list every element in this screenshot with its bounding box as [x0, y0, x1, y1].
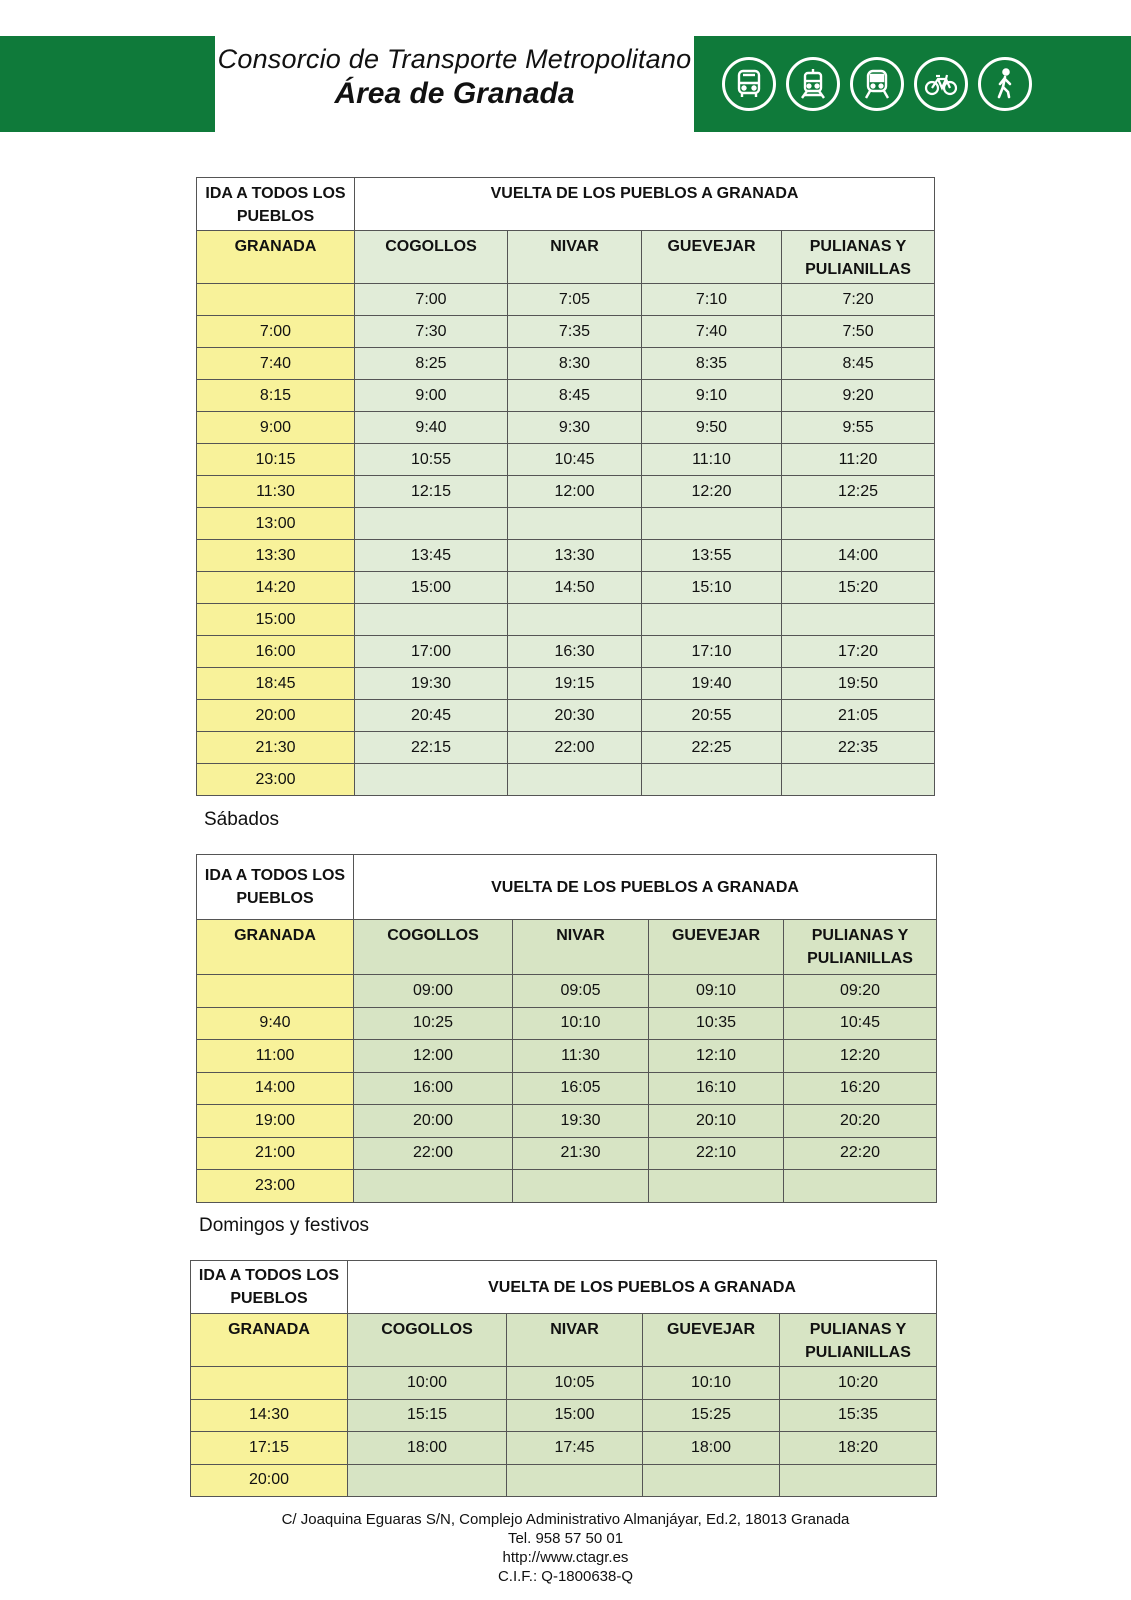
return-time-cell: 13:30: [508, 540, 642, 572]
column-header: NIVAR: [508, 231, 642, 284]
return-time-cell: 9:40: [355, 412, 508, 444]
granada-departure-cell: 15:00: [197, 604, 355, 636]
column-header: COGOLLOS: [348, 1314, 507, 1367]
column-header: GUEVEJAR: [643, 1314, 780, 1367]
granada-departure-cell: 14:30: [191, 1399, 348, 1432]
column-header-row: [191, 1314, 937, 1367]
column-header: COGOLLOS: [355, 231, 508, 284]
table-row: [191, 1399, 937, 1432]
bus-icon: [722, 57, 776, 111]
return-time-cell: 22:00: [508, 732, 642, 764]
granada-departure-cell: [191, 1367, 348, 1400]
saturday-label: Sábados: [204, 809, 280, 830]
return-time-cell: 12:20: [642, 476, 782, 508]
return-time-cell: 14:50: [508, 572, 642, 604]
return-time-cell: 7:05: [508, 284, 642, 316]
return-time-cell: 13:55: [642, 540, 782, 572]
return-time-cell: 19:50: [782, 668, 935, 700]
granada-departure-cell: 21:30: [197, 732, 355, 764]
return-time-cell: 9:00: [355, 380, 508, 412]
return-time-cell: 10:00: [348, 1367, 507, 1400]
return-time-cell: 17:00: [355, 636, 508, 668]
return-time-cell: 19:15: [508, 668, 642, 700]
table-row: [197, 732, 935, 764]
return-time-cell: [784, 1170, 937, 1203]
return-time-cell: 7:30: [355, 316, 508, 348]
bicycle-icon: [914, 57, 968, 111]
footer-cif: C.I.F.: Q-1800638-Q: [497, 1568, 634, 1585]
column-header: NIVAR: [507, 1314, 643, 1367]
return-time-cell: 8:25: [355, 348, 508, 380]
return-time-cell: 9:55: [782, 412, 935, 444]
return-time-cell: [355, 604, 508, 636]
return-time-cell: 18:00: [348, 1432, 507, 1465]
granada-departure-cell: 14:00: [197, 1072, 354, 1105]
return-time-cell: 8:35: [642, 348, 782, 380]
return-time-cell: [513, 1170, 649, 1203]
granada-departure-cell: 23:00: [197, 1170, 354, 1203]
return-time-cell: 10:35: [649, 1007, 784, 1040]
return-time-cell: [642, 764, 782, 796]
granada-departure-cell: 13:30: [197, 540, 355, 572]
return-time-cell: 8:30: [508, 348, 642, 380]
granada-departure-cell: 13:00: [197, 508, 355, 540]
granada-departure-cell: [197, 975, 354, 1008]
sunday-label: Domingos y festivos: [199, 1215, 370, 1236]
return-time-cell: 15:00: [355, 572, 508, 604]
return-time-cell: 21:05: [782, 700, 935, 732]
return-time-cell: 17:10: [642, 636, 782, 668]
return-time-cell: 21:30: [513, 1137, 649, 1170]
return-time-cell: 16:00: [354, 1072, 513, 1105]
table-row: [197, 508, 935, 540]
header-band-left: [0, 36, 215, 132]
return-time-cell: [642, 508, 782, 540]
table-row: [197, 636, 935, 668]
table-row: [197, 284, 935, 316]
return-time-cell: 15:35: [780, 1399, 937, 1432]
table-row: [197, 975, 937, 1008]
table-row: [191, 1432, 937, 1465]
granada-departure-cell: 14:20: [197, 572, 355, 604]
return-time-cell: 10:10: [643, 1367, 780, 1400]
granada-departure-cell: 9:40: [197, 1007, 354, 1040]
return-time-cell: 11:10: [642, 444, 782, 476]
granada-departure-cell: 11:30: [197, 476, 355, 508]
granada-departure-cell: 7:00: [197, 316, 355, 348]
return-time-cell: 12:20: [784, 1040, 937, 1073]
column-header: GRANADA: [197, 231, 355, 284]
table-row: [197, 764, 935, 796]
saturday-schedule-table: [196, 854, 937, 1203]
return-time-cell: 17:20: [782, 636, 935, 668]
return-time-cell: 13:45: [355, 540, 508, 572]
return-time-cell: 7:20: [782, 284, 935, 316]
granada-departure-cell: 20:00: [197, 700, 355, 732]
column-header: PULIANAS Y PULIANILLAS: [782, 231, 935, 284]
return-time-cell: [507, 1464, 643, 1497]
return-time-cell: 16:05: [513, 1072, 649, 1105]
table-row: [197, 380, 935, 412]
return-time-cell: 9:10: [642, 380, 782, 412]
return-time-cell: 22:10: [649, 1137, 784, 1170]
return-time-cell: [782, 604, 935, 636]
return-time-cell: 12:00: [508, 476, 642, 508]
return-time-cell: 15:25: [643, 1399, 780, 1432]
return-time-cell: 20:20: [784, 1105, 937, 1138]
return-time-cell: 15:20: [782, 572, 935, 604]
table-row: [197, 1105, 937, 1138]
table-row: [197, 1007, 937, 1040]
return-time-cell: [354, 1170, 513, 1203]
return-time-cell: 20:30: [508, 700, 642, 732]
header-icons-band: [694, 36, 1131, 132]
table-row: [197, 476, 935, 508]
column-header: PULIANAS Y PULIANILLAS: [784, 920, 937, 975]
weekday-schedule-table: [196, 177, 935, 796]
return-time-cell: 9:50: [642, 412, 782, 444]
return-time-cell: 10:25: [354, 1007, 513, 1040]
return-time-cell: 20:45: [355, 700, 508, 732]
column-header: GRANADA: [191, 1314, 348, 1367]
return-time-cell: 15:00: [507, 1399, 643, 1432]
return-time-cell: 8:45: [782, 348, 935, 380]
return-time-cell: 11:20: [782, 444, 935, 476]
return-time-cell: [508, 764, 642, 796]
column-header: PULIANAS Y PULIANILLAS: [780, 1314, 937, 1367]
return-time-cell: 17:45: [507, 1432, 643, 1465]
return-time-cell: 9:20: [782, 380, 935, 412]
return-time-cell: 22:35: [782, 732, 935, 764]
return-time-cell: 19:40: [642, 668, 782, 700]
return-time-cell: 16:20: [784, 1072, 937, 1105]
return-time-cell: [355, 508, 508, 540]
granada-departure-cell: 20:00: [191, 1464, 348, 1497]
vuelta-header: VUELTA DE LOS PUEBLOS A GRANADA: [355, 178, 935, 231]
return-time-cell: 14:00: [782, 540, 935, 572]
return-time-cell: 10:05: [507, 1367, 643, 1400]
table-row: [197, 604, 935, 636]
granada-departure-cell: 9:00: [197, 412, 355, 444]
return-time-cell: 7:40: [642, 316, 782, 348]
table-row: [191, 1367, 937, 1400]
return-time-cell: 8:45: [508, 380, 642, 412]
return-time-cell: [782, 508, 935, 540]
footer-web[interactable]: http://www.ctagr.es: [502, 1549, 629, 1566]
return-time-cell: 10:45: [508, 444, 642, 476]
granada-departure-cell: 19:00: [197, 1105, 354, 1138]
return-time-cell: 11:30: [513, 1040, 649, 1073]
column-header: GRANADA: [197, 920, 354, 975]
return-time-cell: [643, 1464, 780, 1497]
pedestrian-icon: [978, 57, 1032, 111]
return-time-cell: 10:20: [780, 1367, 937, 1400]
return-time-cell: 09:00: [354, 975, 513, 1008]
return-time-cell: [348, 1464, 507, 1497]
table-row: [197, 316, 935, 348]
column-header: GUEVEJAR: [649, 920, 784, 975]
return-time-cell: [782, 764, 935, 796]
return-time-cell: 12:00: [354, 1040, 513, 1073]
return-time-cell: 12:25: [782, 476, 935, 508]
footer: [0, 1510, 1131, 1586]
table-row: [197, 1170, 937, 1203]
return-time-cell: 19:30: [513, 1105, 649, 1138]
table-row: [197, 572, 935, 604]
ida-header: IDA A TODOS LOS PUEBLOS: [197, 178, 355, 231]
table-row: [197, 668, 935, 700]
return-time-cell: 09:05: [513, 975, 649, 1008]
footer-address: C/ Joaquina Eguaras S/N, Complejo Administrativo Almanjáyar, Ed.2, 18013 Granada: [281, 1511, 850, 1528]
return-time-cell: 22:20: [784, 1137, 937, 1170]
column-header: COGOLLOS: [354, 920, 513, 975]
return-time-cell: 7:10: [642, 284, 782, 316]
granada-departure-cell: 11:00: [197, 1040, 354, 1073]
return-time-cell: 22:00: [354, 1137, 513, 1170]
return-time-cell: 12:15: [355, 476, 508, 508]
return-time-cell: 22:15: [355, 732, 508, 764]
return-time-cell: 7:35: [508, 316, 642, 348]
vuelta-header: VUELTA DE LOS PUEBLOS A GRANADA: [348, 1261, 937, 1314]
return-time-cell: 16:30: [508, 636, 642, 668]
granada-departure-cell: 10:15: [197, 444, 355, 476]
ida-header: IDA A TODOS LOS PUEBLOS: [191, 1261, 348, 1314]
granada-departure-cell: 16:00: [197, 636, 355, 668]
table-row: [197, 444, 935, 476]
return-time-cell: 10:10: [513, 1007, 649, 1040]
return-time-cell: 20:55: [642, 700, 782, 732]
granada-departure-cell: 23:00: [197, 764, 355, 796]
return-time-cell: 20:10: [649, 1105, 784, 1138]
table-row: [197, 1072, 937, 1105]
granada-departure-cell: 7:40: [197, 348, 355, 380]
granada-departure-cell: 18:45: [197, 668, 355, 700]
granada-departure-cell: [197, 284, 355, 316]
return-time-cell: 09:20: [784, 975, 937, 1008]
return-time-cell: 19:30: [355, 668, 508, 700]
column-header: NIVAR: [513, 920, 649, 975]
granada-departure-cell: 17:15: [191, 1432, 348, 1465]
return-time-cell: [642, 604, 782, 636]
column-header: GUEVEJAR: [642, 231, 782, 284]
tram-icon: [786, 57, 840, 111]
table-row: [197, 1137, 937, 1170]
table-row: [191, 1464, 937, 1497]
sunday-schedule-table: [190, 1260, 937, 1497]
return-time-cell: 15:10: [642, 572, 782, 604]
table-row: [197, 348, 935, 380]
return-time-cell: 20:00: [354, 1105, 513, 1138]
return-time-cell: 7:00: [355, 284, 508, 316]
footer-phone: Tel. 958 57 50 01: [507, 1530, 624, 1547]
return-time-cell: 10:55: [355, 444, 508, 476]
return-time-cell: 15:15: [348, 1399, 507, 1432]
return-time-cell: [355, 764, 508, 796]
table-row: [197, 1040, 937, 1073]
return-time-cell: 9:30: [508, 412, 642, 444]
return-time-cell: [508, 508, 642, 540]
return-time-cell: 18:00: [643, 1432, 780, 1465]
granada-departure-cell: 8:15: [197, 380, 355, 412]
return-time-cell: 12:10: [649, 1040, 784, 1073]
return-time-cell: [780, 1464, 937, 1497]
return-time-cell: [508, 604, 642, 636]
return-time-cell: 22:25: [642, 732, 782, 764]
header-title-line1: Consorcio de Transporte Metropolitano: [217, 44, 692, 74]
granada-departure-cell: 21:00: [197, 1137, 354, 1170]
return-time-cell: [649, 1170, 784, 1203]
return-time-cell: 16:10: [649, 1072, 784, 1105]
header-title-line2: Área de Granada: [334, 77, 575, 110]
ida-header: IDA A TODOS LOS PUEBLOS: [197, 855, 354, 920]
column-header-row: [197, 231, 935, 284]
table-row: [197, 700, 935, 732]
return-time-cell: 10:45: [784, 1007, 937, 1040]
header-title: [215, 44, 694, 111]
metro-icon: [850, 57, 904, 111]
table-row: [197, 412, 935, 444]
return-time-cell: 18:20: [780, 1432, 937, 1465]
column-header-row: [197, 920, 937, 975]
table-row: [197, 540, 935, 572]
return-time-cell: 7:50: [782, 316, 935, 348]
return-time-cell: 09:10: [649, 975, 784, 1008]
vuelta-header: VUELTA DE LOS PUEBLOS A GRANADA: [354, 855, 937, 920]
